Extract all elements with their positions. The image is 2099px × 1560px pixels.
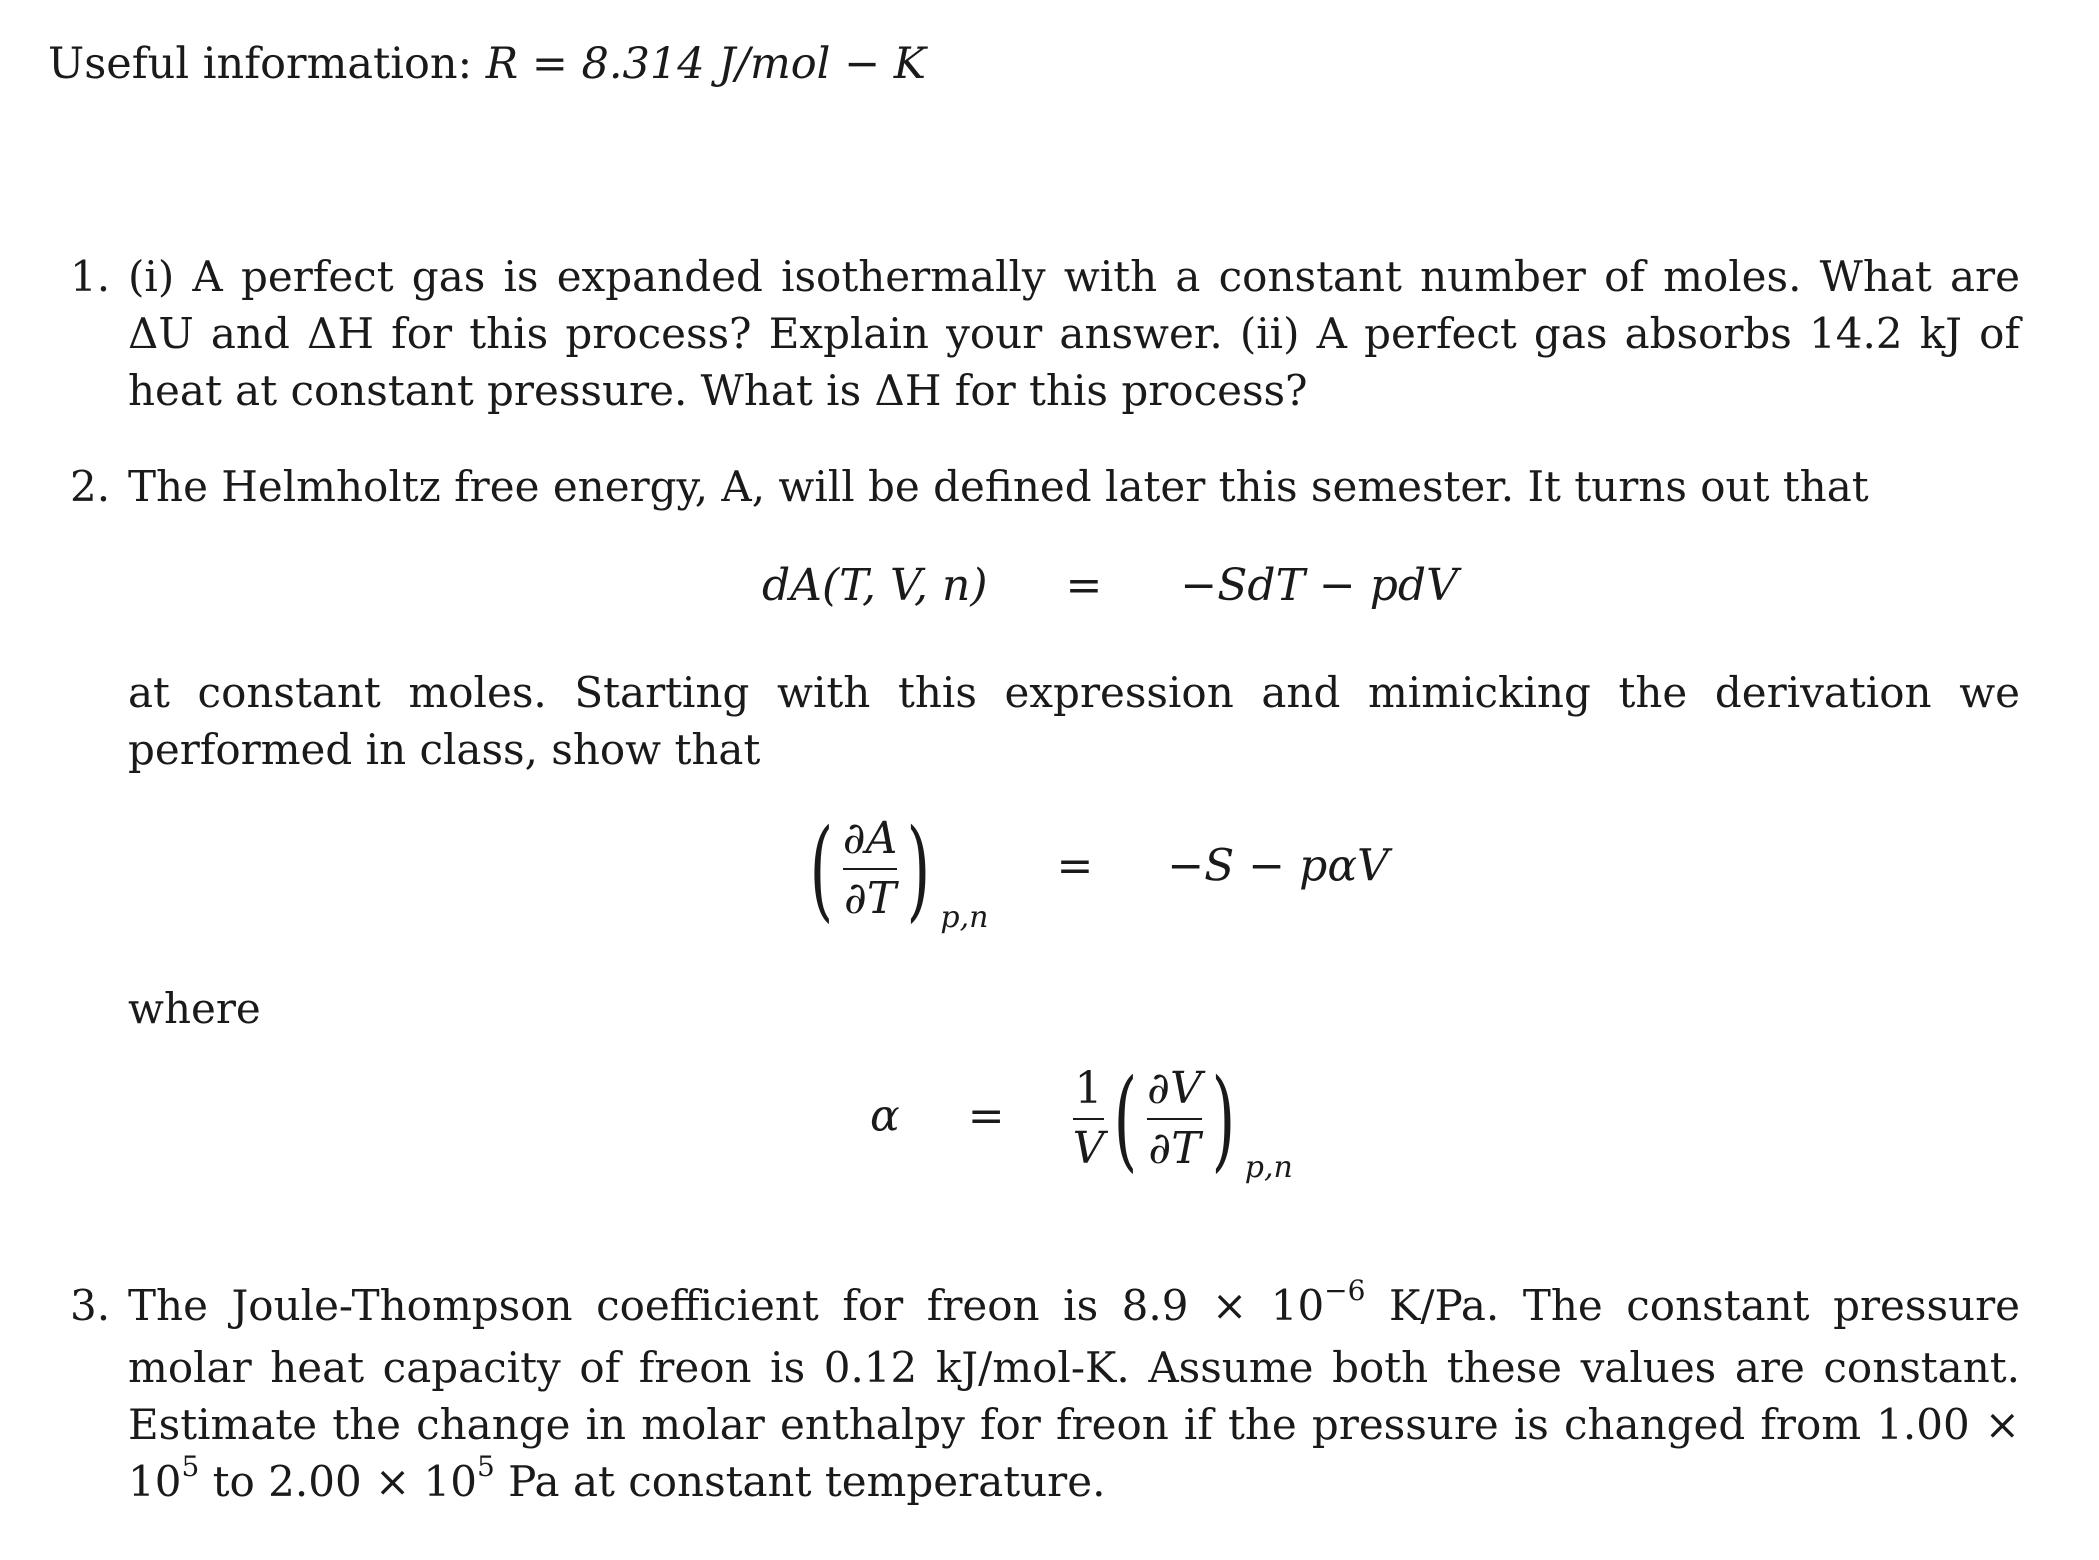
gas-constant-expression: R = 8.314 J/mol − K xyxy=(485,39,926,89)
equation-equals: = xyxy=(1056,840,1094,892)
fraction-numerator: 1 xyxy=(1074,1063,1103,1114)
fraction-denominator: ∂T xyxy=(844,873,897,924)
subscript: p,n xyxy=(1244,1149,1293,1185)
problem-3-text-part: The Joule-Thompson coefficient for freon is 8.9 × 10 xyxy=(128,1281,1325,1330)
equation-equals: = xyxy=(967,1090,1005,1142)
where-text: where xyxy=(128,984,261,1033)
exponent: 5 xyxy=(477,1450,495,1483)
problem-3-text xyxy=(128,1274,2020,1515)
reciprocal-fraction xyxy=(1073,1062,1105,1176)
equation-lhs: α xyxy=(870,1090,900,1142)
partial-fraction xyxy=(843,812,898,926)
subscript: p,n xyxy=(940,899,989,935)
equation-alpha-definition: α = $\frac{1}{V}$ ( $\frac{\partial V}{\partial T}$ ) $_{p,n}$ xyxy=(870,1055,1293,1185)
problem-number: 2. xyxy=(70,462,111,511)
problem-number: 3. xyxy=(70,1281,111,1330)
useful-information-label: Useful information: xyxy=(48,39,486,89)
problem-3-text-part: K/Pa. The constant pressure molar heat capacity of freon is 0.12 kJ/mol-K. Assume both these values are constant. Estimate the change in molar enthalpy for freon if the pressure is changed from 1.00 × 10 xyxy=(128,1281,2020,1506)
fraction-denominator: V xyxy=(1072,1123,1105,1174)
problem-1-text: (i) A perfect gas is expanded isothermally with a constant number of moles. What are ΔU and ΔH for this process? Explain your answer. (ii) A perfect gas absorbs 14.2 kJ of heat at constant pressure. What is ΔH for this process? xyxy=(128,252,2020,415)
problem-2-intro: The Helmholtz free energy, A, will be defined later this semester. It turns out that xyxy=(128,462,1869,511)
equation-partial-a-t: ( $\frac{\partial A}{\partial T}$ ) $_{p,n}$ = −S − pαV xyxy=(809,805,1389,935)
equation-equals: = xyxy=(1065,560,1103,611)
fraction-numerator: ∂V xyxy=(1147,1063,1202,1114)
partial-fraction xyxy=(1147,1062,1202,1176)
equation-rhs: −SdT − pdV xyxy=(1180,560,1458,611)
fraction-numerator: ∂A xyxy=(842,813,898,864)
problem-3-text-part: Pa at constant temperature. xyxy=(494,1457,1106,1506)
equation-rhs: −S − pαV xyxy=(1167,840,1389,892)
exponent: −6 xyxy=(1324,1274,1366,1307)
problem-2-middle-text: at constant moles. Starting with this expression and mimicking the derivation we performed in class, show that xyxy=(128,668,2020,774)
problem-3 xyxy=(70,1274,2020,1515)
equation-helmholtz-differential xyxy=(762,560,1458,611)
equation-lhs: dA(T, V, n) xyxy=(762,560,988,611)
fraction-denominator: ∂T xyxy=(1148,1123,1201,1174)
problem-number: 1. xyxy=(70,252,111,301)
problem-3-text-part: to 2.00 × 10 xyxy=(199,1457,477,1506)
exponent: 5 xyxy=(181,1450,200,1483)
problem-1 xyxy=(70,248,2020,419)
useful-information xyxy=(48,36,926,92)
problem-2 xyxy=(70,458,2020,515)
